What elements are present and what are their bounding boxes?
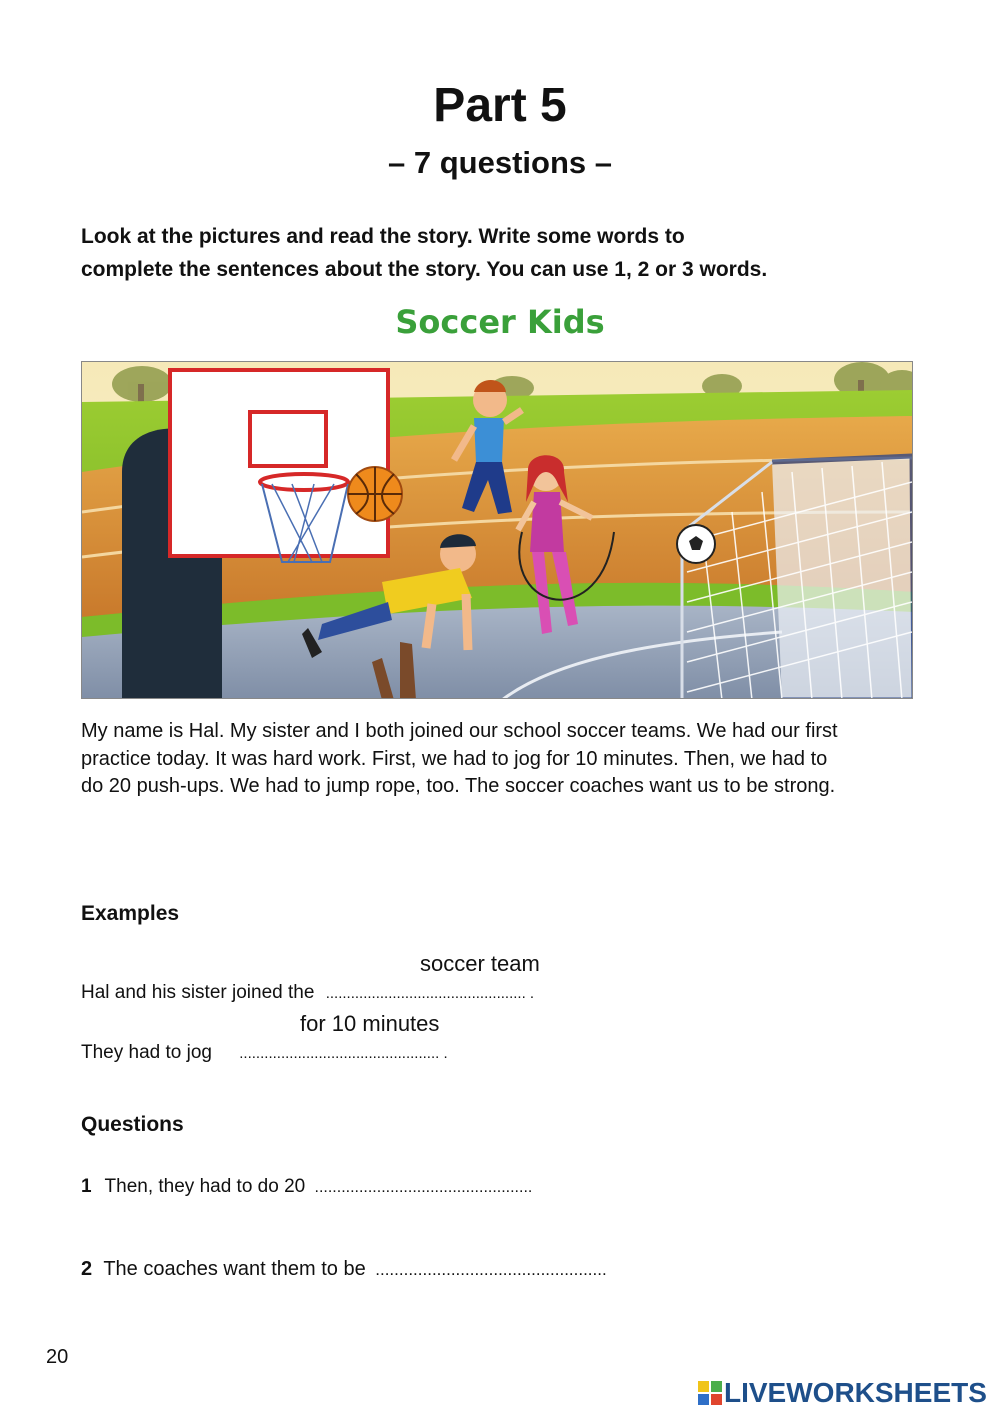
instructions xyxy=(81,220,911,286)
question-2-number: 2 xyxy=(81,1258,93,1280)
question-2-prompt: The coaches want them to be xyxy=(103,1258,366,1280)
instructions-line-1: Look at the pictures and read the story. Write some words to xyxy=(81,225,685,248)
story-line-3: do 20 push-ups. We had to jump rope, too. The soccer coaches want us to be strong. xyxy=(81,775,836,797)
liveworksheets-logo-icon xyxy=(698,1381,722,1405)
page-subtitle: – 7 questions – xyxy=(388,145,612,180)
question-2 xyxy=(81,1258,607,1281)
instructions-line-2: complete the sentences about the story. You can use 1, 2 or 3 words. xyxy=(81,258,768,281)
example-2-sentence xyxy=(81,1042,448,1064)
question-1-number: 1 xyxy=(81,1176,92,1197)
question-2-answer-input[interactable]: ................................................. xyxy=(375,1260,607,1279)
story-illustration xyxy=(82,362,913,699)
story-picture xyxy=(81,361,913,699)
page-title: Part 5 xyxy=(433,79,567,132)
example-2-answer: for 10 minutes xyxy=(300,1011,440,1036)
brand-name: LIVEWORKSHEETS xyxy=(724,1377,987,1408)
question-1-prompt: Then, they had to do 20 xyxy=(104,1176,306,1197)
brand-watermark xyxy=(698,1377,987,1409)
page-number: 20 xyxy=(46,1346,69,1368)
examples-heading: Examples xyxy=(81,902,180,925)
question-1 xyxy=(81,1176,532,1198)
example-1-sentence xyxy=(81,982,534,1004)
example-1-answer: soccer team xyxy=(420,951,540,976)
question-1-answer-input[interactable]: ................................................. xyxy=(314,1179,533,1196)
example-2-prompt: They had to jog xyxy=(81,1042,212,1063)
story-title: Soccer Kids xyxy=(395,303,605,341)
example-1-prompt: Hal and his sister joined the xyxy=(81,982,315,1003)
story-line-1: My name is Hal. My sister and I both joined our school soccer teams. We had our first xyxy=(81,720,838,742)
story-text xyxy=(81,718,921,801)
story-line-2: practice today. It was hard work. First, we had to jog for 10 minutes. Then, we had to xyxy=(81,747,828,770)
basketball-hoop-icon xyxy=(170,370,388,562)
example-1-blank: ................................................ . xyxy=(325,985,535,1002)
questions-heading: Questions xyxy=(81,1113,184,1136)
example-2-blank: ................................................ . xyxy=(239,1045,448,1062)
